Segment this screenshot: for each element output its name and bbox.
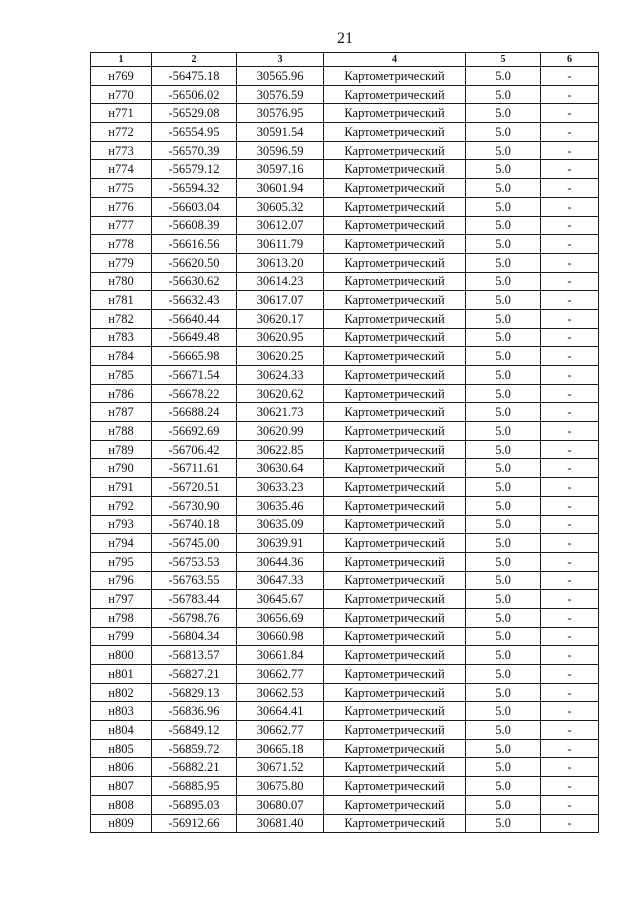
cell-accuracy: 5.0: [466, 347, 541, 366]
cell-y-coordinate: 30597.16: [237, 160, 324, 179]
cell-x-coordinate: -56783.44: [152, 590, 237, 609]
cell-point-id: н770: [91, 85, 152, 104]
cell-note: -: [541, 702, 599, 721]
table-row: [91, 309, 599, 328]
table-row: [91, 104, 599, 123]
cell-note: -: [541, 179, 599, 198]
cell-x-coordinate: -56740.18: [152, 515, 237, 534]
table-row: [91, 197, 599, 216]
table-row: [91, 683, 599, 702]
cell-method: Картометрический: [324, 422, 466, 441]
table-row: [91, 403, 599, 422]
cell-accuracy: 5.0: [466, 646, 541, 665]
cell-method: Картометрический: [324, 739, 466, 758]
cell-point-id: н785: [91, 366, 152, 385]
cell-y-coordinate: 30639.91: [237, 534, 324, 553]
cell-y-coordinate: 30576.95: [237, 104, 324, 123]
cell-accuracy: 5.0: [466, 403, 541, 422]
cell-point-id: н798: [91, 608, 152, 627]
cell-accuracy: 5.0: [466, 366, 541, 385]
cell-point-id: н787: [91, 403, 152, 422]
cell-note: -: [541, 478, 599, 497]
table-row: [91, 272, 599, 291]
cell-x-coordinate: -56620.50: [152, 253, 237, 272]
cell-y-coordinate: 30662.77: [237, 721, 324, 740]
cell-point-id: н780: [91, 272, 152, 291]
cell-x-coordinate: -56720.51: [152, 478, 237, 497]
cell-y-coordinate: 30622.85: [237, 440, 324, 459]
table-row: [91, 216, 599, 235]
cell-point-id: н805: [91, 739, 152, 758]
cell-x-coordinate: -56804.34: [152, 627, 237, 646]
cell-accuracy: 5.0: [466, 721, 541, 740]
cell-point-id: н797: [91, 590, 152, 609]
cell-method: Картометрический: [324, 160, 466, 179]
cell-x-coordinate: -56506.02: [152, 85, 237, 104]
header-col-2: 2: [152, 53, 237, 67]
cell-method: Картометрический: [324, 440, 466, 459]
cell-x-coordinate: -56665.98: [152, 347, 237, 366]
table-row: [91, 496, 599, 515]
cell-accuracy: 5.0: [466, 216, 541, 235]
coordinates-table: [90, 52, 599, 833]
cell-note: -: [541, 440, 599, 459]
table-row: [91, 515, 599, 534]
cell-accuracy: 5.0: [466, 291, 541, 310]
cell-method: Картометрический: [324, 291, 466, 310]
cell-accuracy: 5.0: [466, 160, 541, 179]
cell-point-id: н774: [91, 160, 152, 179]
cell-point-id: н790: [91, 459, 152, 478]
cell-note: -: [541, 627, 599, 646]
cell-y-coordinate: 30630.64: [237, 459, 324, 478]
page-number: 21: [337, 30, 353, 47]
cell-point-id: н809: [91, 814, 152, 833]
table-row: [91, 366, 599, 385]
cell-accuracy: 5.0: [466, 309, 541, 328]
cell-method: Картометрический: [324, 253, 466, 272]
cell-method: Картометрический: [324, 627, 466, 646]
cell-y-coordinate: 30661.84: [237, 646, 324, 665]
table-row: [91, 179, 599, 198]
cell-method: Картометрический: [324, 665, 466, 684]
cell-method: Картометрический: [324, 179, 466, 198]
cell-x-coordinate: -56798.76: [152, 608, 237, 627]
cell-y-coordinate: 30612.07: [237, 216, 324, 235]
cell-note: -: [541, 795, 599, 814]
cell-accuracy: 5.0: [466, 253, 541, 272]
cell-accuracy: 5.0: [466, 496, 541, 515]
cell-x-coordinate: -56678.22: [152, 384, 237, 403]
cell-y-coordinate: 30635.09: [237, 515, 324, 534]
table-row: [91, 777, 599, 796]
cell-method: Картометрический: [324, 328, 466, 347]
cell-note: -: [541, 721, 599, 740]
cell-note: -: [541, 384, 599, 403]
table-row: [91, 141, 599, 160]
cell-point-id: н807: [91, 777, 152, 796]
cell-x-coordinate: -56692.69: [152, 422, 237, 441]
cell-note: -: [541, 515, 599, 534]
cell-note: -: [541, 777, 599, 796]
cell-x-coordinate: -56730.90: [152, 496, 237, 515]
table-row: [91, 291, 599, 310]
table-row: [91, 160, 599, 179]
cell-point-id: н769: [91, 67, 152, 86]
table-row: [91, 384, 599, 403]
cell-accuracy: 5.0: [466, 384, 541, 403]
cell-y-coordinate: 30620.25: [237, 347, 324, 366]
table-row: [91, 739, 599, 758]
cell-point-id: н799: [91, 627, 152, 646]
cell-accuracy: 5.0: [466, 552, 541, 571]
cell-x-coordinate: -56594.32: [152, 179, 237, 198]
cell-accuracy: 5.0: [466, 67, 541, 86]
table-row: [91, 478, 599, 497]
cell-point-id: н800: [91, 646, 152, 665]
cell-x-coordinate: -56630.62: [152, 272, 237, 291]
cell-note: -: [541, 347, 599, 366]
cell-accuracy: 5.0: [466, 777, 541, 796]
cell-method: Картометрический: [324, 683, 466, 702]
cell-accuracy: 5.0: [466, 197, 541, 216]
cell-y-coordinate: 30605.32: [237, 197, 324, 216]
table-row: [91, 646, 599, 665]
cell-point-id: н781: [91, 291, 152, 310]
cell-method: Картометрический: [324, 534, 466, 553]
cell-note: -: [541, 328, 599, 347]
cell-note: -: [541, 496, 599, 515]
cell-accuracy: 5.0: [466, 235, 541, 254]
cell-accuracy: 5.0: [466, 478, 541, 497]
cell-y-coordinate: 30620.95: [237, 328, 324, 347]
cell-y-coordinate: 30644.36: [237, 552, 324, 571]
cell-point-id: н773: [91, 141, 152, 160]
cell-method: Картометрический: [324, 758, 466, 777]
cell-accuracy: 5.0: [466, 104, 541, 123]
cell-note: -: [541, 67, 599, 86]
cell-method: Картометрический: [324, 702, 466, 721]
cell-note: -: [541, 590, 599, 609]
cell-note: -: [541, 646, 599, 665]
cell-accuracy: 5.0: [466, 702, 541, 721]
cell-y-coordinate: 30647.33: [237, 571, 324, 590]
cell-method: Картометрический: [324, 552, 466, 571]
table-row: [91, 814, 599, 833]
table-row: [91, 440, 599, 459]
table-row: [91, 123, 599, 142]
cell-point-id: н793: [91, 515, 152, 534]
cell-point-id: н795: [91, 552, 152, 571]
cell-accuracy: 5.0: [466, 627, 541, 646]
cell-y-coordinate: 30633.23: [237, 478, 324, 497]
cell-method: Картометрический: [324, 141, 466, 160]
cell-accuracy: 5.0: [466, 571, 541, 590]
cell-method: Картометрический: [324, 85, 466, 104]
cell-x-coordinate: -56579.12: [152, 160, 237, 179]
table-row: [91, 459, 599, 478]
cell-point-id: н786: [91, 384, 152, 403]
cell-accuracy: 5.0: [466, 272, 541, 291]
cell-x-coordinate: -56895.03: [152, 795, 237, 814]
header-row: [91, 53, 599, 67]
cell-x-coordinate: -56640.44: [152, 309, 237, 328]
cell-method: Картометрический: [324, 795, 466, 814]
cell-note: -: [541, 85, 599, 104]
cell-method: Картометрический: [324, 347, 466, 366]
cell-point-id: н801: [91, 665, 152, 684]
cell-method: Картометрический: [324, 571, 466, 590]
cell-note: -: [541, 104, 599, 123]
cell-x-coordinate: -56554.95: [152, 123, 237, 142]
cell-note: -: [541, 608, 599, 627]
cell-note: -: [541, 534, 599, 553]
cell-note: -: [541, 197, 599, 216]
cell-note: -: [541, 160, 599, 179]
table-header: [91, 53, 599, 67]
cell-method: Картометрический: [324, 366, 466, 385]
cell-point-id: н772: [91, 123, 152, 142]
table-row: [91, 235, 599, 254]
cell-accuracy: 5.0: [466, 814, 541, 833]
cell-accuracy: 5.0: [466, 179, 541, 198]
cell-note: -: [541, 571, 599, 590]
table-row: [91, 590, 599, 609]
cell-accuracy: 5.0: [466, 665, 541, 684]
cell-method: Картометрический: [324, 496, 466, 515]
cell-method: Картометрический: [324, 590, 466, 609]
cell-accuracy: 5.0: [466, 608, 541, 627]
cell-y-coordinate: 30576.59: [237, 85, 324, 104]
cell-x-coordinate: -56745.00: [152, 534, 237, 553]
cell-note: -: [541, 366, 599, 385]
cell-method: Картометрический: [324, 777, 466, 796]
cell-method: Картометрический: [324, 272, 466, 291]
cell-y-coordinate: 30620.17: [237, 309, 324, 328]
table-body: [91, 67, 599, 833]
cell-accuracy: 5.0: [466, 739, 541, 758]
cell-y-coordinate: 30645.67: [237, 590, 324, 609]
cell-note: -: [541, 235, 599, 254]
cell-method: Картометрический: [324, 104, 466, 123]
cell-y-coordinate: 30662.53: [237, 683, 324, 702]
cell-x-coordinate: -56608.39: [152, 216, 237, 235]
cell-method: Картометрический: [324, 403, 466, 422]
cell-point-id: н796: [91, 571, 152, 590]
cell-y-coordinate: 30565.96: [237, 67, 324, 86]
cell-x-coordinate: -56836.96: [152, 702, 237, 721]
cell-y-coordinate: 30591.54: [237, 123, 324, 142]
cell-note: -: [541, 552, 599, 571]
cell-y-coordinate: 30624.33: [237, 366, 324, 385]
header-col-1: 1: [91, 53, 152, 67]
cell-note: -: [541, 683, 599, 702]
cell-accuracy: 5.0: [466, 758, 541, 777]
cell-method: Картометрический: [324, 123, 466, 142]
cell-method: Картометрический: [324, 478, 466, 497]
header-col-6: 6: [541, 53, 599, 67]
cell-x-coordinate: -56912.66: [152, 814, 237, 833]
cell-y-coordinate: 30665.18: [237, 739, 324, 758]
cell-x-coordinate: -56706.42: [152, 440, 237, 459]
table-row: [91, 422, 599, 441]
cell-y-coordinate: 30680.07: [237, 795, 324, 814]
cell-x-coordinate: -56849.12: [152, 721, 237, 740]
table-row: [91, 85, 599, 104]
cell-y-coordinate: 30596.59: [237, 141, 324, 160]
cell-x-coordinate: -56763.55: [152, 571, 237, 590]
cell-y-coordinate: 30613.20: [237, 253, 324, 272]
cell-note: -: [541, 814, 599, 833]
table-row: [91, 534, 599, 553]
cell-method: Картометрический: [324, 459, 466, 478]
cell-note: -: [541, 253, 599, 272]
cell-note: -: [541, 216, 599, 235]
cell-point-id: н775: [91, 179, 152, 198]
cell-note: -: [541, 309, 599, 328]
table-row: [91, 608, 599, 627]
cell-x-coordinate: -56603.04: [152, 197, 237, 216]
cell-accuracy: 5.0: [466, 590, 541, 609]
cell-method: Картометрический: [324, 235, 466, 254]
cell-method: Картометрический: [324, 721, 466, 740]
cell-y-coordinate: 30656.69: [237, 608, 324, 627]
table-row: [91, 665, 599, 684]
cell-y-coordinate: 30635.46: [237, 496, 324, 515]
cell-y-coordinate: 30620.99: [237, 422, 324, 441]
table-row: [91, 627, 599, 646]
cell-point-id: н778: [91, 235, 152, 254]
cell-point-id: н802: [91, 683, 152, 702]
table-row: [91, 795, 599, 814]
cell-point-id: н794: [91, 534, 152, 553]
cell-x-coordinate: -56616.56: [152, 235, 237, 254]
cell-note: -: [541, 422, 599, 441]
cell-y-coordinate: 30611.79: [237, 235, 324, 254]
table-row: [91, 552, 599, 571]
cell-point-id: н791: [91, 478, 152, 497]
cell-method: Картометрический: [324, 309, 466, 328]
cell-accuracy: 5.0: [466, 683, 541, 702]
cell-x-coordinate: -56827.21: [152, 665, 237, 684]
cell-y-coordinate: 30671.52: [237, 758, 324, 777]
cell-x-coordinate: -56711.61: [152, 459, 237, 478]
cell-point-id: н779: [91, 253, 152, 272]
table-row: [91, 702, 599, 721]
cell-y-coordinate: 30621.73: [237, 403, 324, 422]
cell-point-id: н777: [91, 216, 152, 235]
cell-note: -: [541, 123, 599, 142]
table-row: [91, 67, 599, 86]
cell-point-id: н771: [91, 104, 152, 123]
cell-x-coordinate: -56859.72: [152, 739, 237, 758]
cell-point-id: н804: [91, 721, 152, 740]
cell-x-coordinate: -56753.53: [152, 552, 237, 571]
cell-y-coordinate: 30675.80: [237, 777, 324, 796]
cell-x-coordinate: -56475.18: [152, 67, 237, 86]
cell-note: -: [541, 665, 599, 684]
cell-method: Картометрический: [324, 814, 466, 833]
cell-note: -: [541, 459, 599, 478]
cell-point-id: н808: [91, 795, 152, 814]
cell-point-id: н792: [91, 496, 152, 515]
cell-method: Картометрический: [324, 515, 466, 534]
cell-accuracy: 5.0: [466, 534, 541, 553]
cell-note: -: [541, 739, 599, 758]
table-row: [91, 328, 599, 347]
table-row: [91, 253, 599, 272]
cell-method: Картометрический: [324, 216, 466, 235]
cell-x-coordinate: -56529.08: [152, 104, 237, 123]
cell-point-id: н803: [91, 702, 152, 721]
cell-x-coordinate: -56882.21: [152, 758, 237, 777]
cell-accuracy: 5.0: [466, 85, 541, 104]
cell-accuracy: 5.0: [466, 459, 541, 478]
cell-x-coordinate: -56688.24: [152, 403, 237, 422]
cell-x-coordinate: -56813.57: [152, 646, 237, 665]
cell-x-coordinate: -56632.43: [152, 291, 237, 310]
cell-y-coordinate: 30614.23: [237, 272, 324, 291]
table-row: [91, 721, 599, 740]
cell-accuracy: 5.0: [466, 515, 541, 534]
cell-method: Картометрический: [324, 197, 466, 216]
cell-x-coordinate: -56570.39: [152, 141, 237, 160]
cell-method: Картометрический: [324, 608, 466, 627]
cell-accuracy: 5.0: [466, 440, 541, 459]
cell-y-coordinate: 30617.07: [237, 291, 324, 310]
cell-method: Картометрический: [324, 67, 466, 86]
cell-accuracy: 5.0: [466, 422, 541, 441]
cell-accuracy: 5.0: [466, 141, 541, 160]
cell-x-coordinate: -56829.13: [152, 683, 237, 702]
cell-point-id: н776: [91, 197, 152, 216]
cell-y-coordinate: 30660.98: [237, 627, 324, 646]
header-col-4: 4: [324, 53, 466, 67]
cell-note: -: [541, 291, 599, 310]
cell-y-coordinate: 30664.41: [237, 702, 324, 721]
cell-method: Картометрический: [324, 646, 466, 665]
cell-point-id: н783: [91, 328, 152, 347]
cell-y-coordinate: 30601.94: [237, 179, 324, 198]
header-col-5: 5: [466, 53, 541, 67]
cell-accuracy: 5.0: [466, 328, 541, 347]
cell-accuracy: 5.0: [466, 123, 541, 142]
cell-y-coordinate: 30681.40: [237, 814, 324, 833]
cell-x-coordinate: -56885.95: [152, 777, 237, 796]
cell-x-coordinate: -56649.48: [152, 328, 237, 347]
cell-y-coordinate: 30620.62: [237, 384, 324, 403]
cell-note: -: [541, 141, 599, 160]
cell-y-coordinate: 30662.77: [237, 665, 324, 684]
header-col-3: 3: [237, 53, 324, 67]
cell-note: -: [541, 272, 599, 291]
cell-note: -: [541, 758, 599, 777]
cell-accuracy: 5.0: [466, 795, 541, 814]
cell-method: Картометрический: [324, 384, 466, 403]
table-row: [91, 347, 599, 366]
cell-x-coordinate: -56671.54: [152, 366, 237, 385]
cell-point-id: н788: [91, 422, 152, 441]
cell-point-id: н784: [91, 347, 152, 366]
cell-point-id: н789: [91, 440, 152, 459]
cell-point-id: н782: [91, 309, 152, 328]
table-row: [91, 571, 599, 590]
cell-point-id: н806: [91, 758, 152, 777]
cell-note: -: [541, 403, 599, 422]
table-row: [91, 758, 599, 777]
